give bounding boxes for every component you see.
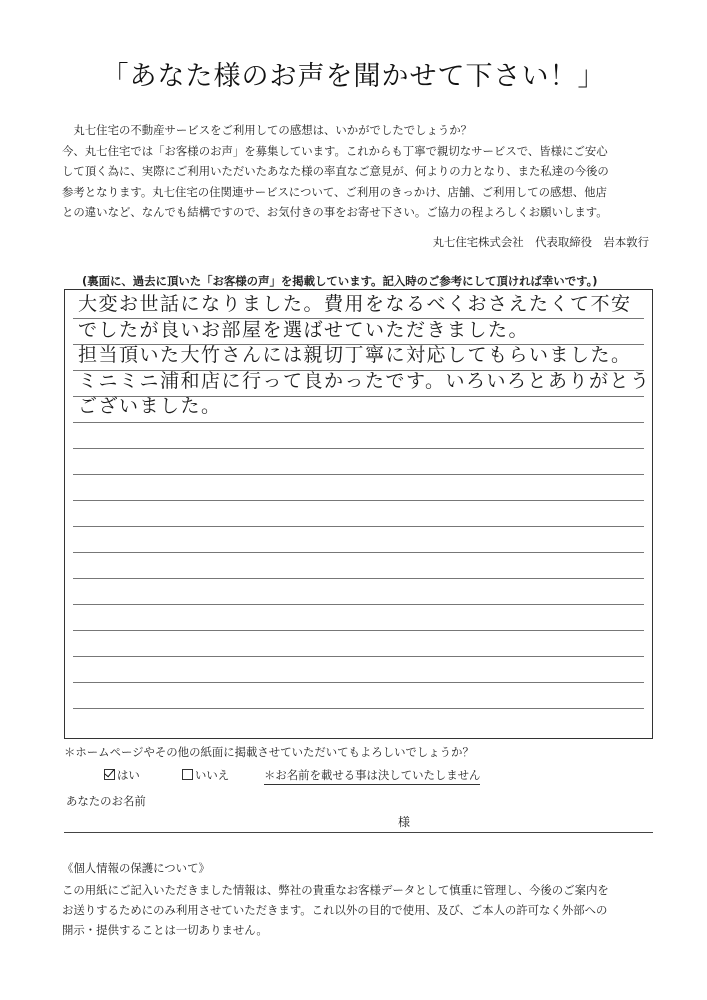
privacy-line: 開示・提供することは一切ありません。 [62, 923, 268, 937]
name-label: あなたのお名前 [66, 794, 146, 808]
intro-line: との違いなど、なんでも結構ですので、お気付きの事をお寄せ下さい。ご協力の程よろしくお願いします。 [62, 205, 608, 219]
handwritten-line: でしたが良いお部屋を選ばせていただきました。 [78, 318, 530, 341]
ruled-line [73, 474, 644, 475]
intro-line: 参考となります。丸七住宅の住関連サービスについて、ご利用のきっかけ、店舗、ご利用しての感想、他店 [62, 184, 607, 199]
publish-question: ＊ホームページやその他の紙面に掲載させていただいてもよろしいでしょうか？ [64, 745, 474, 759]
ruled-line [73, 656, 644, 657]
handwritten-line: 大変お世話になりました。費用をなるべくおさえたくて不安 [78, 293, 632, 315]
intro-line: 丸七住宅の不動産サービスをご利用しての感想は、いかがでしたでしょうか？ [73, 123, 473, 137]
checkbox-empty-icon[interactable] [182, 769, 193, 780]
ruled-line [73, 578, 644, 579]
privacy-line: この用紙にご記入いただきました情報は、弊社の貴重なお客様データとして慎重に管理し、今後のご案内を [62, 883, 609, 897]
ruled-line [73, 552, 644, 553]
intro-text [62, 120, 658, 223]
ruled-line [73, 500, 644, 501]
ruled-line [73, 630, 644, 631]
privacy-text [62, 880, 662, 940]
reference-note: (裏面に、過去に頂いた「お客様の声」を掲載しています。記入時のご参考にして頂ければ幸いです。) [82, 274, 598, 288]
option-yes-label: はい [117, 768, 140, 782]
ruled-line [73, 448, 644, 449]
privacy-line: お送りするためにのみ利用させていただきます。これ以外の目的で使用、及び、ご本人の許可なく外部への [62, 903, 608, 917]
handwritten-comment [78, 292, 658, 420]
option-yes[interactable] [104, 767, 140, 783]
checkbox-checked-icon[interactable] [104, 769, 115, 780]
ruled-line [73, 682, 644, 683]
handwritten-line: ミニミニ浦和店に行って良かったです。いろいろとありがとう [78, 369, 651, 392]
handwritten-line: ございました。 [78, 395, 222, 417]
name-privacy-notice: ＊お名前を載せる事は決していたしません [264, 767, 480, 785]
privacy-heading: 《個人情報の保護について》 [62, 861, 210, 875]
option-no[interactable] [182, 767, 229, 783]
intro-line: 今、丸七住宅では「お客様のお声」を募集しています。これからも丁寧で親切なサービスで、皆様にご安心 [62, 143, 608, 158]
intro-line: して頂く為に、実際にご利用いただいたあなた様の率直なご意見が、何よりの力となり、また私達の今後の [62, 164, 609, 178]
ruled-line [73, 604, 644, 605]
option-no-label: いいえ [195, 768, 230, 782]
ruled-line [73, 422, 644, 423]
page-title: 「あなた様のお声を聞かせて下さい！」 [101, 61, 606, 92]
name-field-line [64, 832, 653, 833]
handwritten-line: 担当頂いた大竹さんには親切丁寧に対応してもらいました。 [78, 344, 632, 366]
company-signature: 丸七住宅株式会社 代表取締役 岩本敦行 [432, 235, 649, 249]
honorific-sama: 様 [398, 815, 411, 829]
ruled-line [73, 708, 644, 709]
ruled-line [73, 526, 644, 527]
